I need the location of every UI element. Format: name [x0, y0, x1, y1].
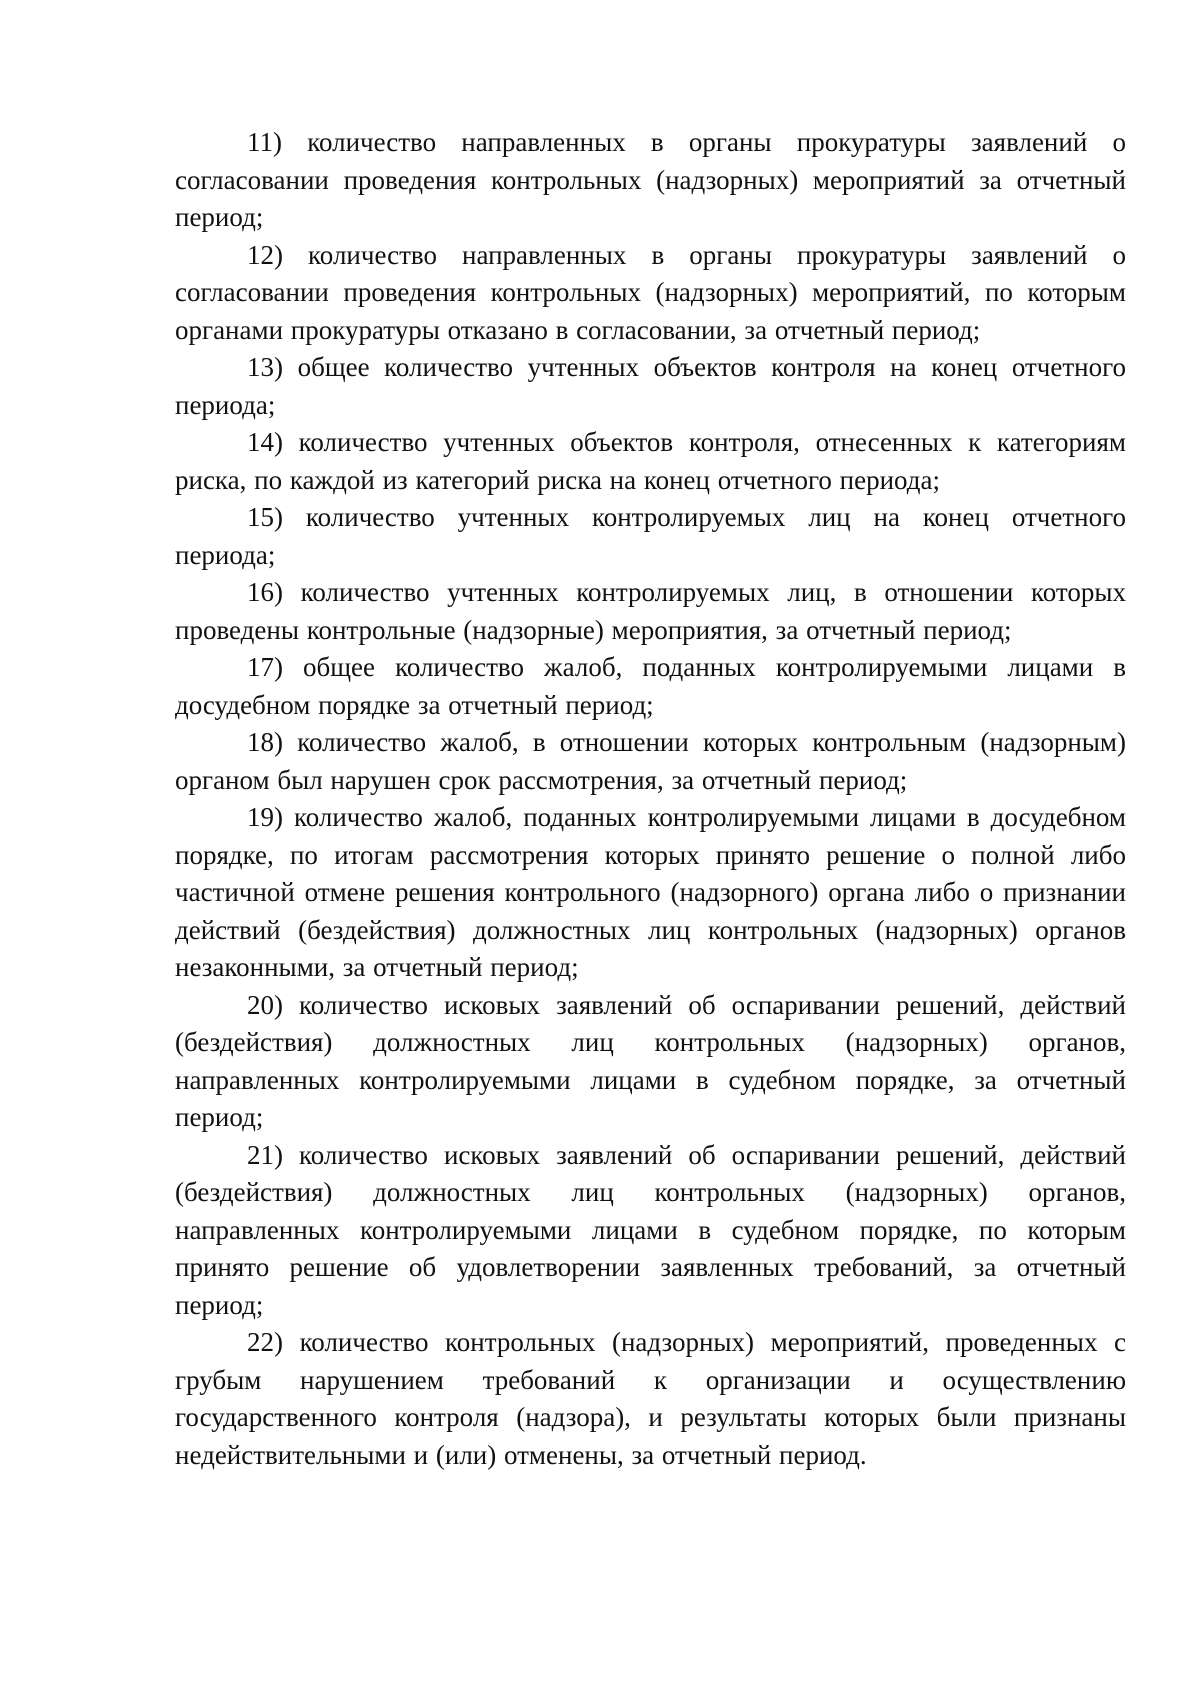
list-item-15: 15) количество учтенных контролируемых лиц на конец отчетного периода;	[175, 502, 1126, 570]
list-item-19: 19) количество жалоб, поданных контролируемыми лицами в досудебном порядке, по итогам рассмотрения которых принято решение о полной либо частичной отмене решения контрольного (надзорного) органа либо о признании действий (бездействия) должностных лиц контрольных (надзорных) органов незаконными, за отчетный период;	[175, 802, 1126, 982]
list-item-18: 18) количество жалоб, в отношении которых контрольным (надзорным) органом был нарушен срок рассмотрения, за отчетный период;	[175, 727, 1126, 795]
list-item-16: 16) количество учтенных контролируемых лиц, в отношении которых проведены контрольные (надзорные) мероприятия, за отчетный период;	[175, 577, 1126, 645]
list-item-12: 12) количество направленных в органы прокуратуры заявлений о согласовании проведения контрольных (надзорных) мероприятий, по которым органами прокуратуры отказано в согласовании, за отчетный период;	[175, 239, 1126, 345]
list-item-22: 22) количество контрольных (надзорных) мероприятий, проведенных с грубым нарушением требований к организации и осуществлению государственного контроля (надзора), и результаты которых были признаны недействительными и (или) отменены, за отчетный период.	[175, 1327, 1126, 1470]
list-item-20: 20) количество исковых заявлений об оспаривании решений, действий (бездействия) должностных лиц контрольных (надзорных) органов, направленных контролируемыми лицами в судебном порядке, за отчетный период;	[175, 989, 1126, 1132]
list-item-21: 21) количество исковых заявлений об оспаривании решений, действий (бездействия) должностных лиц контрольных (надзорных) органов, направленных контролируемыми лицами в судебном порядке, по которым принято решение об удовлетворении заявленных требований, за отчетный период;	[175, 1139, 1126, 1320]
list-item-17: 17) общее количество жалоб, поданных контролируемыми лицами в досудебном порядке за отчетный период;	[175, 652, 1126, 720]
list-item-11: 11) количество направленных в органы прокуратуры заявлений о согласовании проведения контрольных (надзорных) мероприятий за отчетный период;	[175, 127, 1126, 232]
list-item-14: 14) количество учтенных объектов контроля, отнесенных к категориям риска, по каждой из категорий риска на конец отчетного периода;	[175, 427, 1126, 495]
list-item-13: 13) общее количество учтенных объектов контроля на конец отчетного периода;	[175, 352, 1126, 420]
document-page	[175, 124, 1126, 1474]
